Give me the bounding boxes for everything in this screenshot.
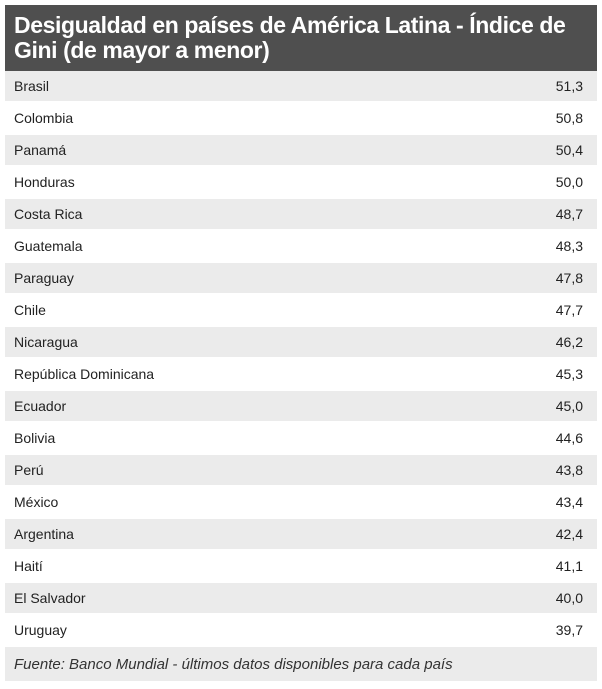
- gini-value: 40,0: [555, 590, 583, 606]
- table-row: [5, 583, 597, 613]
- table-row: [5, 199, 597, 229]
- gini-table: [5, 5, 597, 681]
- table-row: [5, 263, 597, 293]
- gini-value: 43,4: [555, 494, 583, 510]
- gini-value: 39,7: [555, 622, 583, 638]
- table-row: [5, 455, 597, 485]
- country-name: Colombia: [14, 110, 74, 126]
- table-row: [5, 327, 597, 357]
- source-note: Fuente: Banco Mundial - últimos datos disponibles para cada país: [5, 647, 597, 681]
- country-name: Uruguay: [14, 622, 67, 638]
- country-name: Chile: [14, 302, 46, 318]
- table-row: [5, 487, 597, 517]
- country-name: Argentina: [14, 526, 74, 542]
- table-title: Desigualdad en países de América Latina - Índice de Gini (de mayor a menor): [5, 5, 597, 71]
- country-name: Guatemala: [14, 238, 83, 254]
- country-name: República Dominicana: [14, 366, 155, 382]
- country-name: Nicaragua: [14, 334, 78, 350]
- table-row: [5, 423, 597, 453]
- gini-value: 50,0: [555, 174, 583, 190]
- table-row: [5, 71, 597, 101]
- gini-value: 50,4: [555, 142, 583, 158]
- country-name: Perú: [14, 462, 44, 478]
- table-row: [5, 167, 597, 197]
- table-row: [5, 359, 597, 389]
- country-name: Ecuador: [14, 398, 67, 414]
- table-row: [5, 135, 597, 165]
- country-name: Paraguay: [14, 270, 74, 286]
- table-row: [5, 551, 597, 581]
- country-name: Bolivia: [14, 430, 56, 446]
- country-name: El Salvador: [14, 590, 86, 606]
- gini-value: 41,1: [555, 558, 583, 574]
- table-body: [5, 71, 597, 645]
- gini-value: 44,6: [555, 430, 583, 446]
- gini-value: 42,4: [555, 526, 583, 542]
- country-name: Panamá: [14, 142, 67, 158]
- gini-value: 47,7: [555, 302, 583, 318]
- table-row: [5, 391, 597, 421]
- gini-value: 51,3: [555, 78, 583, 94]
- gini-value: 48,7: [555, 206, 583, 222]
- gini-value: 48,3: [555, 238, 583, 254]
- gini-value: 45,0: [555, 398, 583, 414]
- country-name: Costa Rica: [14, 206, 83, 222]
- table-row: [5, 519, 597, 549]
- country-name: México: [14, 494, 59, 510]
- gini-value: 45,3: [555, 366, 583, 382]
- country-name: Honduras: [14, 174, 75, 190]
- gini-value: 46,2: [555, 334, 583, 350]
- country-name: Haití: [14, 558, 43, 574]
- table-row: [5, 615, 597, 645]
- gini-value: 43,8: [555, 462, 583, 478]
- gini-value: 47,8: [555, 270, 583, 286]
- table-row: [5, 231, 597, 261]
- table-row: [5, 103, 597, 133]
- table-row: [5, 295, 597, 325]
- gini-value: 50,8: [555, 110, 583, 126]
- country-name: Brasil: [14, 78, 50, 94]
